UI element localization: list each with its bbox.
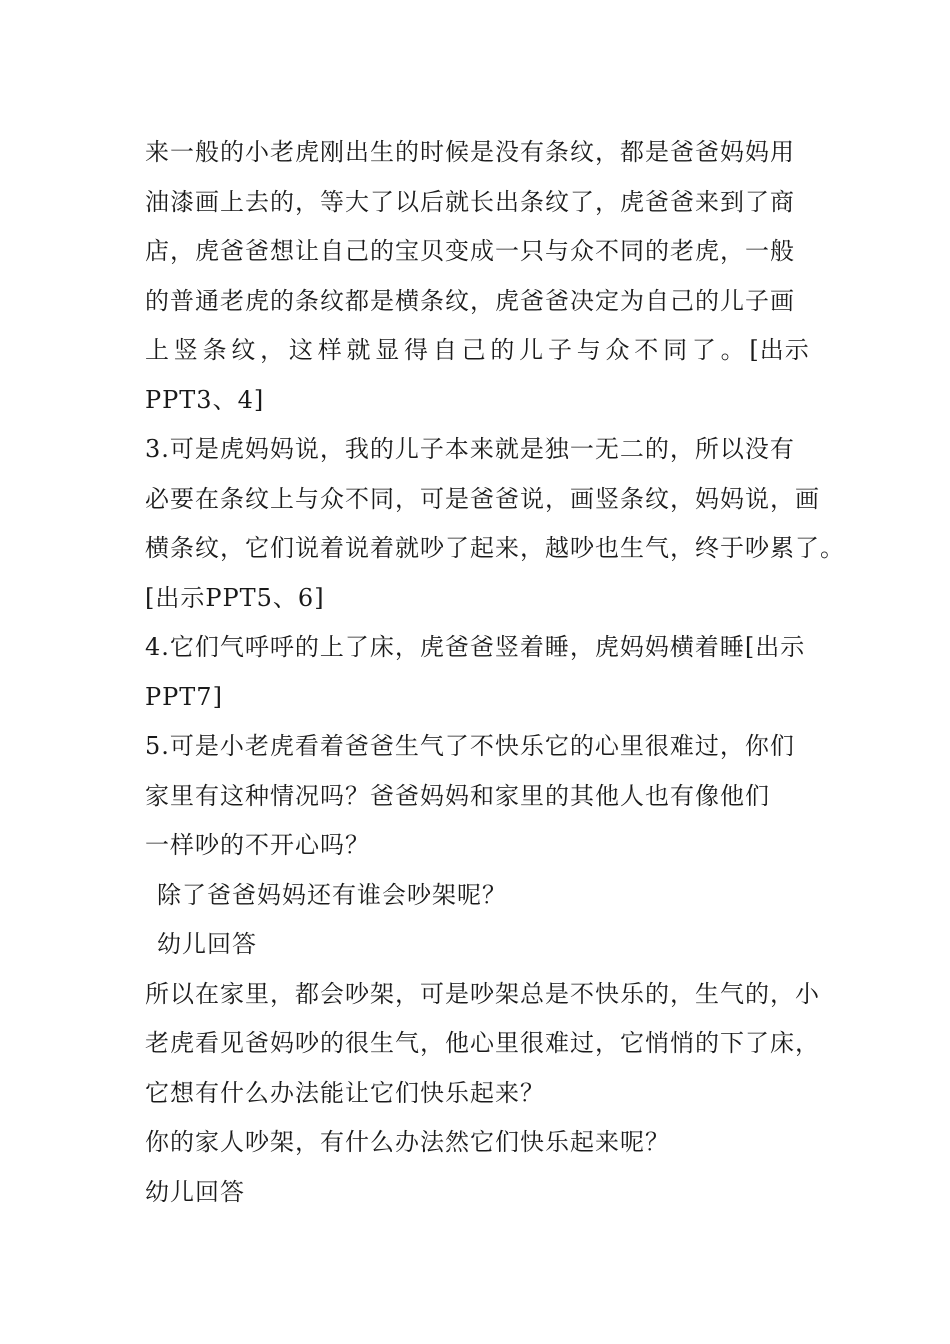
text-line: 你的家人吵架，有什么办法然它们快乐起来呢？ <box>145 1128 670 1156</box>
text-glyph: 竖 <box>173 336 199 364</box>
text-line: 4.它们气呼呼的上了床，虎爸爸竖着睡，虎妈妈横着睡[出示 <box>145 633 806 661</box>
text-glyph: 同 <box>663 336 689 364</box>
text-glyph: 儿 <box>519 336 545 364</box>
text-glyph: 与 <box>576 336 602 364</box>
text-line: 油漆画上去的，等大了以后就长出条纹了，虎爸爸来到了商 <box>145 187 795 216</box>
text-line: 家里有这种情况吗？爸爸妈妈和家里的其他人也有像他们 <box>145 781 770 810</box>
text-glyph: 纹 <box>231 336 257 364</box>
document-body <box>145 128 845 1217</box>
text-glyph: 子 <box>547 336 573 364</box>
text-glyph: 。 <box>720 336 746 364</box>
text-line: 它想有什么办法能让它们快乐起来？ <box>145 1078 545 1107</box>
text-line: 来一般的小老虎刚出生的时候是没有条纹，都是爸爸妈妈用 <box>145 138 795 166</box>
text-glyph: 不 <box>634 336 660 364</box>
text-line: 一样吵的不开心吗？ <box>145 831 370 859</box>
text-line: 的普通老虎的条纹都是横条纹，虎爸爸决定为自己的儿子画 <box>145 286 795 315</box>
text-glyph: 条 <box>202 336 228 364</box>
text-glyph: 己 <box>461 336 487 364</box>
text-line-indented: 幼儿回答 <box>157 930 257 958</box>
text-line: 3.可是虎妈妈说，我的儿子本来就是独一无二的，所以没有 <box>145 435 795 463</box>
text-glyph: [出示 <box>749 336 810 364</box>
text-glyph: 自 <box>432 336 458 364</box>
text-line: 幼儿回答 <box>145 1177 245 1206</box>
text-glyph: 的 <box>490 336 516 364</box>
text-line: 老虎看见爸妈吵的很生气，他心里很难过，它悄悄的下了床， <box>145 1029 820 1057</box>
text-line-indented: 除了爸爸妈妈还有谁会吵架呢？ <box>157 880 507 909</box>
text-glyph: 众 <box>605 336 631 364</box>
text-glyph: 样 <box>317 336 343 364</box>
text-line: 所以在家里，都会吵架，可是吵架总是不快乐的，生气的，小 <box>145 979 820 1008</box>
text-glyph: 就 <box>346 336 372 364</box>
text-glyph: 显 <box>375 336 401 364</box>
text-line: 必要在条纹上与众不同，可是爸爸说，画竖条纹，妈妈说，画 <box>145 484 820 513</box>
text-glyph: 上 <box>145 336 170 364</box>
text-line: PPT7] <box>145 682 223 711</box>
text-glyph: 得 <box>404 336 430 364</box>
text-line: 店，虎爸爸想让自己的宝贝变成一只与众不同的老虎，一般 <box>145 237 795 265</box>
text-glyph: ， <box>260 336 286 364</box>
text-line: 横条纹，它们说着说着就吵了起来，越吵也生气，终于吵累了。 <box>145 534 845 562</box>
text-line: PPT3、4] <box>145 385 265 414</box>
text-glyph: 了 <box>691 336 717 364</box>
text-line-justified <box>145 326 810 376</box>
text-line: [出示PPT5、6] <box>145 583 325 612</box>
text-line: 5.可是小老虎看着爸爸生气了不快乐它的心里很难过，你们 <box>145 732 795 760</box>
text-glyph: 这 <box>288 336 314 364</box>
